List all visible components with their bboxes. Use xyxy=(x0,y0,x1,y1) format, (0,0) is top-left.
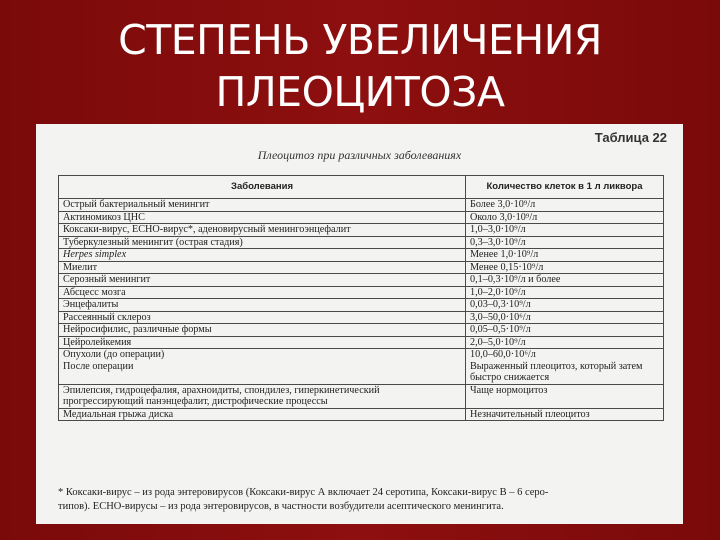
cell-count-cell: 0,3–3,0·10⁹/л xyxy=(466,236,664,249)
table-footnote xyxy=(58,486,664,514)
footnote-line-1: * Коксаки-вирус – из рода энтеровирусов (Коксаки-вирус А включает 24 серотипа, Коксаки-вирус В – 6 серо- xyxy=(58,487,549,498)
disease-cell: Актиномикоз ЦНС xyxy=(59,211,466,224)
table-row xyxy=(59,336,664,349)
tumor-before-count: 10,0–60,0·10⁶/л xyxy=(470,349,536,360)
table-row xyxy=(59,261,664,274)
disease-cell xyxy=(59,349,466,385)
table-caption: Плеоцитоз при различных заболеваниях xyxy=(257,148,462,162)
header-diseases: Заболевания xyxy=(59,176,466,199)
cell-count-cell: 1,0–3,0·10⁹/л xyxy=(466,224,664,237)
slide-title xyxy=(0,14,720,118)
cell-count-cell xyxy=(466,349,664,385)
disease-cell: Туберкулезный менингит (острая стадия) xyxy=(59,236,466,249)
disease-cell: Энцефалиты xyxy=(59,299,466,312)
cell-count-cell: 0,05–0,5·10⁹/л xyxy=(466,324,664,337)
table-row xyxy=(59,311,664,324)
disease-cell: Нейросифилис, различные формы xyxy=(59,324,466,337)
disease-cell: Рассеянный склероз xyxy=(59,311,466,324)
cell-count-cell: Около 3,0·10⁹/л xyxy=(466,211,664,224)
table-row-epilepsy xyxy=(59,384,664,408)
table-row xyxy=(59,199,664,212)
cell-count-cell: Чаще нормоцитоз xyxy=(466,384,664,408)
table-row-hernia xyxy=(59,408,664,421)
table-row xyxy=(59,324,664,337)
disease-cell: Абсцесс мозга xyxy=(59,286,466,299)
cell-count-cell: 2,0–5,0·10⁹/л xyxy=(466,336,664,349)
cell-count-cell: 1,0–2,0·10⁹/л xyxy=(466,286,664,299)
cell-count-cell: 0,03–0,3·10⁹/л xyxy=(466,299,664,312)
table-row xyxy=(59,274,664,287)
epilepsy-line-2: прогрессирующий панэнцефалит, дистрофические процессы xyxy=(63,396,328,407)
disease-cell: Миелит xyxy=(59,261,466,274)
cell-count-cell: Менее 0,15·10⁹/л xyxy=(466,261,664,274)
table-number-label: Таблица 22 xyxy=(594,130,667,145)
table-row xyxy=(59,224,664,237)
tumor-after-surgery: После операции xyxy=(63,360,134,372)
disease-cell: Цейролейкемия xyxy=(59,336,466,349)
disease-cell: Серозный менингит xyxy=(59,274,466,287)
table-row xyxy=(59,286,664,299)
cell-count-cell: Более 3,0·10⁹/л xyxy=(466,199,664,212)
table-row xyxy=(59,211,664,224)
disease-cell: Медиальная грыжа диска xyxy=(59,408,466,421)
footnote-line-2: типов). ЕСНО-вирусы – из рода энтеровирусов, в частности возбудители асептического менингита. xyxy=(58,501,504,512)
cell-count-cell: 0,1–0,3·10⁹/л и более xyxy=(466,274,664,287)
table-header-row xyxy=(59,176,664,199)
epilepsy-line-1: Эпилепсия, гидроцефалия, арахноидиты, спондилез, гиперкинетический xyxy=(63,384,380,396)
disease-cell: Herpes simplex xyxy=(59,249,466,262)
slide-title-line-2: ПЛЕОЦИТОЗА xyxy=(215,68,505,116)
tumor-after-count: Выраженный плеоцитоз, который затем быстро снижается xyxy=(470,360,643,383)
cell-count-cell: Менее 1,0·10⁹/л xyxy=(466,249,664,262)
scanned-table-image xyxy=(36,124,683,524)
tumor-before-surgery: Опухоли (до операции) xyxy=(63,349,165,360)
disease-cell: Острый бактериальный менингит xyxy=(59,199,466,212)
pleocytosis-table xyxy=(58,175,664,421)
slide-title-line-1: СТЕПЕНЬ УВЕЛИЧЕНИЯ xyxy=(118,16,602,64)
header-cell-count: Количество клеток в 1 л ликвора xyxy=(466,176,664,199)
table-row xyxy=(59,249,664,262)
table-row xyxy=(59,236,664,249)
table-row xyxy=(59,299,664,312)
disease-cell: Коксаки-вирус, ЕСНО-вирус*, аденовирусный менингоэнцефалит xyxy=(59,224,466,237)
table-row-tumors xyxy=(59,349,664,385)
disease-cell xyxy=(59,384,466,408)
cell-count-cell: 3,0–50,0·10⁶/л xyxy=(466,311,664,324)
cell-count-cell: Незначительный плеоцитоз xyxy=(466,408,664,421)
